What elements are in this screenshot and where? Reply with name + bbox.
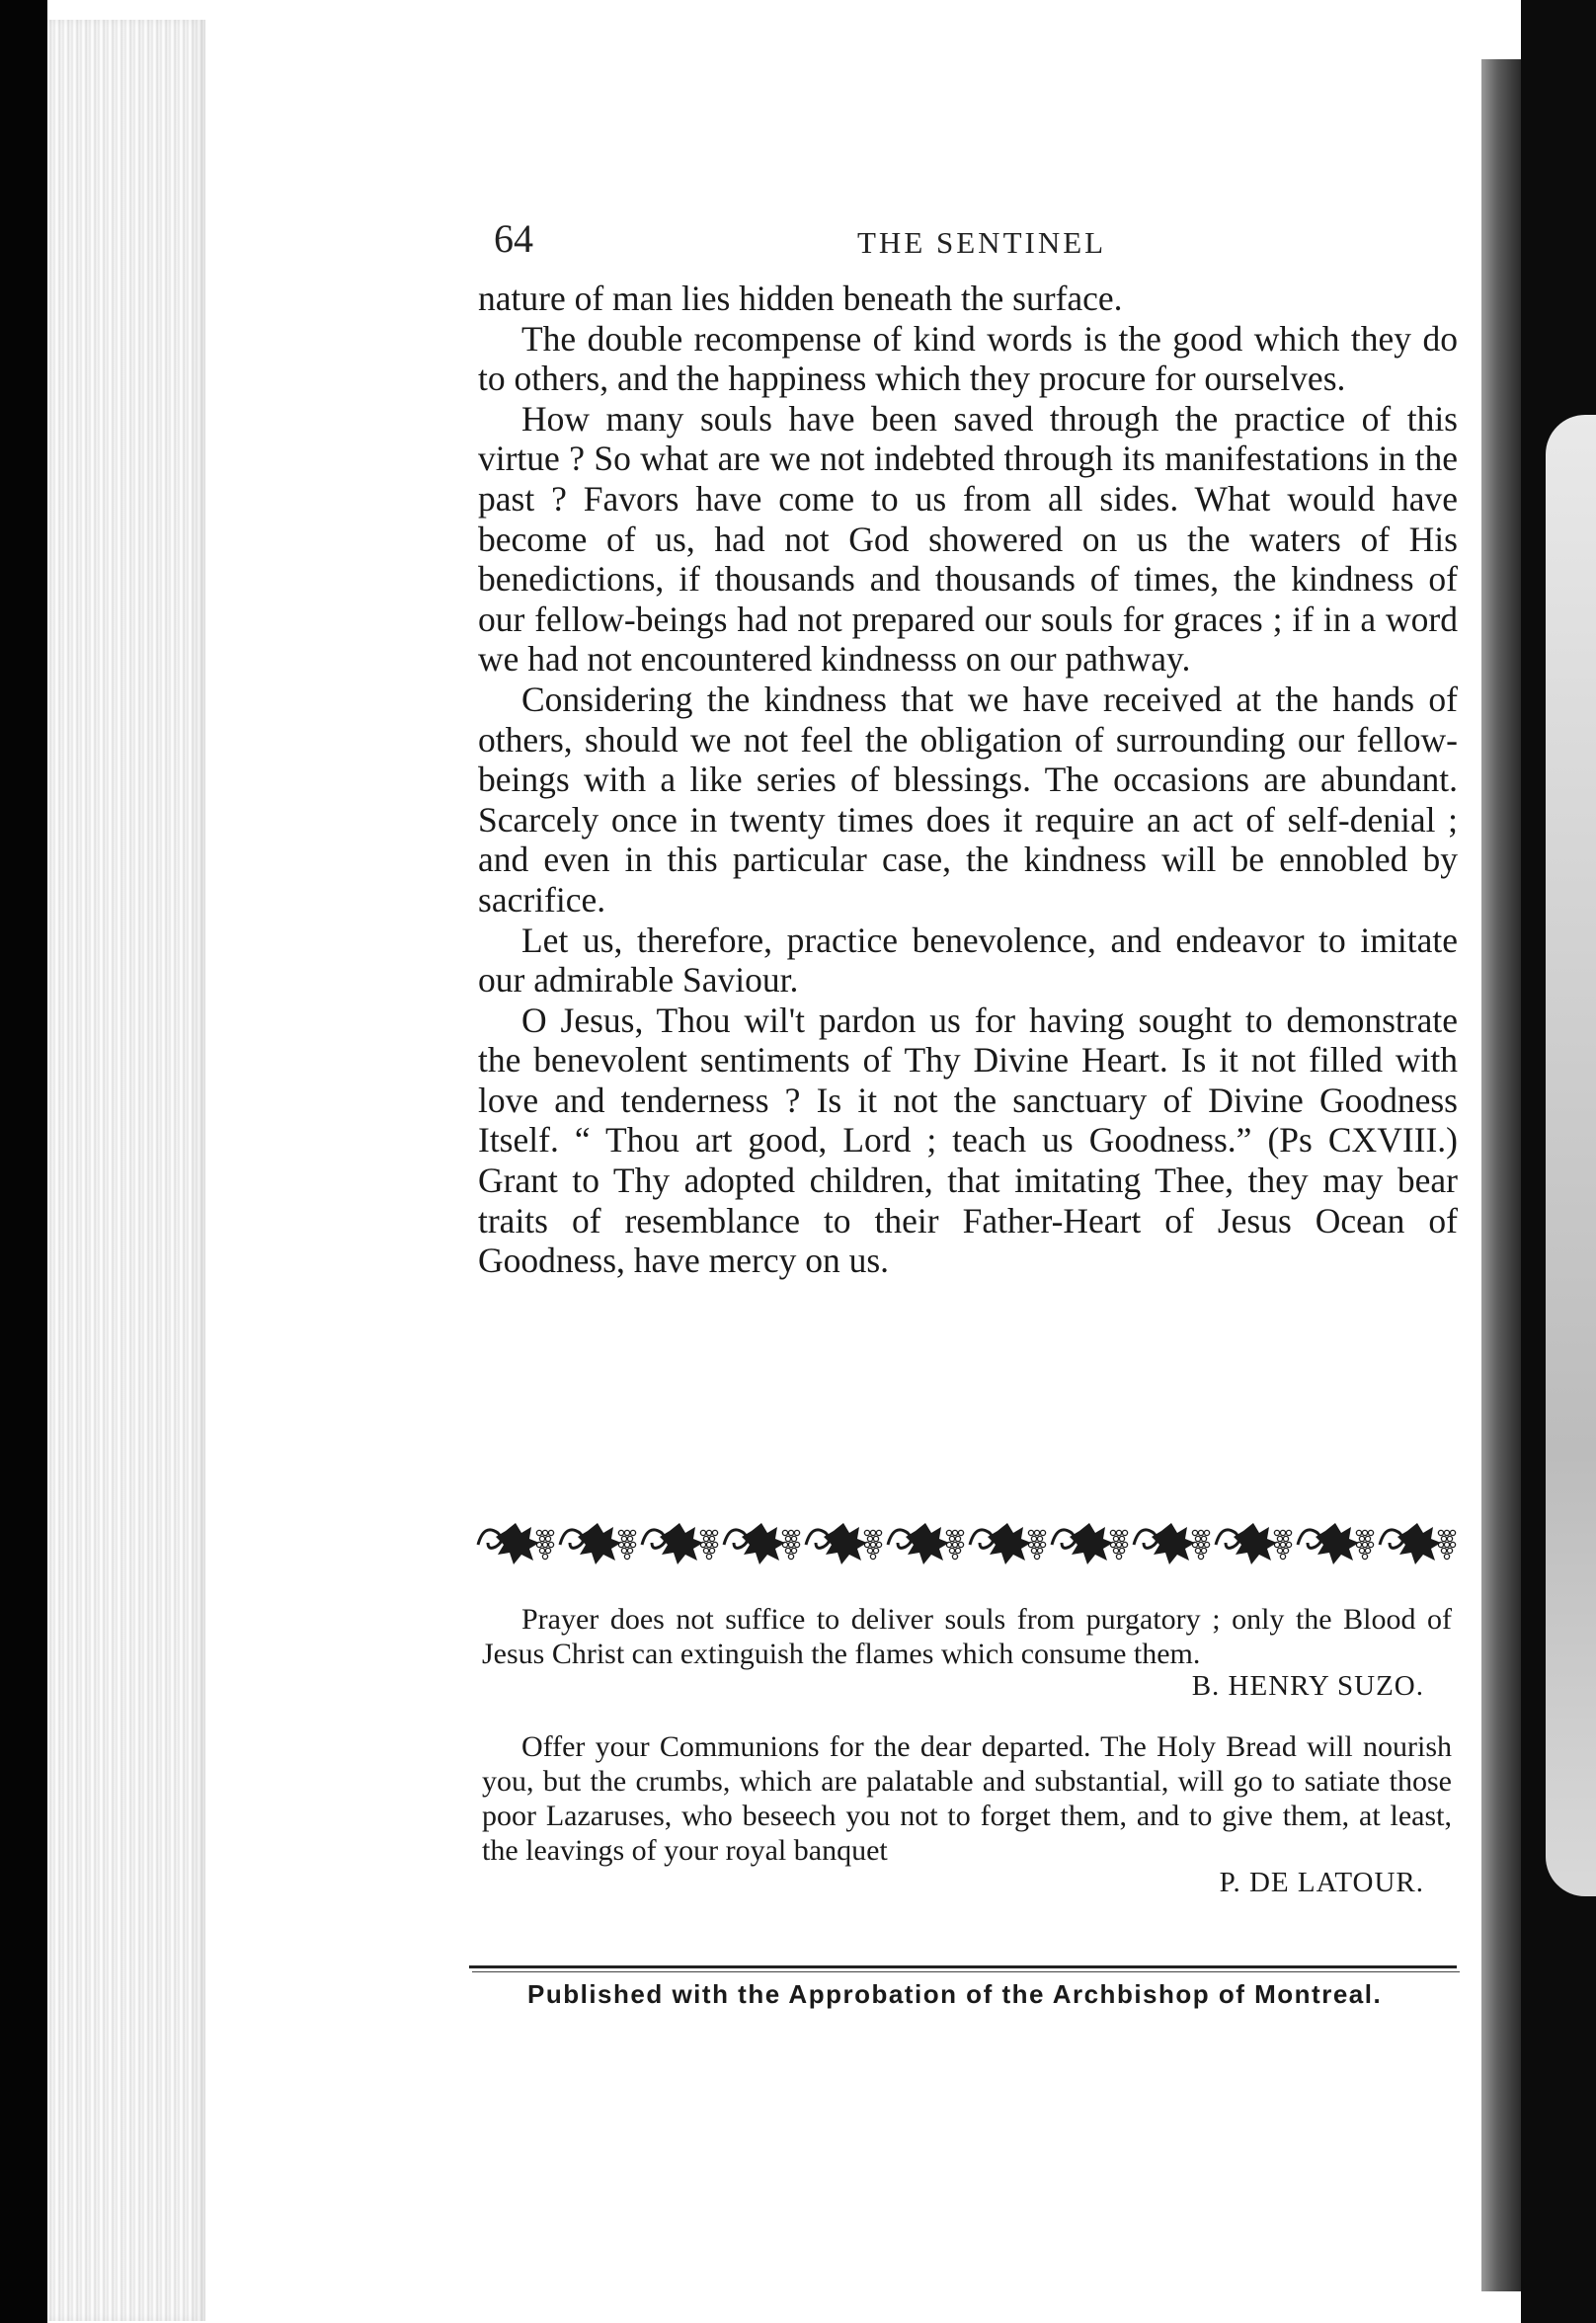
- grape-cluster-icon: [970, 1523, 1046, 1564]
- grape-cluster-icon: [1216, 1523, 1292, 1564]
- notes-section: [482, 1602, 1452, 1900]
- page-fold-shadow: [1481, 59, 1521, 2291]
- paragraph: O Jesus, Thou wil't pardon us for having sought to demonstrate the benevolent sentiments of Thy Divine Heart. Is it not filled with love and tenderness ? Is it not the sanctuary of Divine Goodness Itself. “ Thou art good, Lord ; teach us Goodness.” (Ps CXVIII.) Grant to Thy adopted children, that imitating Thee, they may bear traits of resemblance to their Father-Heart of Jesus Ocean of Goodness, have mercy on us.: [478, 1000, 1458, 1281]
- article-body: [478, 279, 1458, 1281]
- grape-cluster-icon: [1134, 1523, 1210, 1564]
- running-title: THE SENTINEL: [857, 225, 1107, 260]
- grape-vine-ornament-icon: [472, 1511, 1460, 1574]
- scan-margin-left: [0, 0, 47, 2323]
- note-attribution: P. DE LATOUR.: [1219, 1867, 1424, 1898]
- note-text: Offer your Communions for the dear departed. The Holy Bread will nourish you, but the crumbs, which are palatable and substantial, will go to satiate those poor Lazaruses, who beseech you not to forget them, and to give them, at least, the leavings of your royal banquet: [482, 1730, 1452, 1867]
- grape-cluster-icon: [478, 1523, 554, 1564]
- grape-cluster-icon: [806, 1523, 882, 1564]
- grape-cluster-icon: [888, 1523, 964, 1564]
- note-attribution: B. HENRY SUZO.: [1191, 1670, 1424, 1702]
- grape-cluster-icon: [1380, 1523, 1456, 1564]
- paragraph: Considering the kindness that we have received at the hands of others, should we not feel the obligation of surrounding our fellow-beings with a like series of blessings. The occasions are abundant. Scarcely once in twenty times does it require an act of self-denial ; and even in this particular case, the kindness will be ennobled by sacrifice.: [478, 679, 1458, 920]
- facing-page-illustration: [1546, 415, 1596, 1896]
- grape-cluster-icon: [1052, 1523, 1128, 1564]
- note-text: Prayer does not suffice to deliver souls from purgatory ; only the Blood of Jesus Christ can extinguish the flames which consume them.: [482, 1603, 1452, 1670]
- imprimatur-line: Published with the Approbation of the Archbishop of Montreal.: [527, 1979, 1383, 2009]
- book-page-edges: [47, 20, 205, 2321]
- footer-rule: [469, 1965, 1457, 1968]
- footer-rule-thin: [472, 1971, 1460, 1972]
- grape-cluster-icon: [642, 1523, 718, 1564]
- paragraph: The double recompense of kind words is the good which they do to others, and the happiness which they procure for ourselves.: [478, 318, 1458, 399]
- paragraph: nature of man lies hidden beneath the surface.: [478, 279, 1123, 318]
- page-number: 64: [494, 216, 533, 261]
- grape-cluster-icon: [1298, 1523, 1374, 1564]
- page-header: [494, 215, 1462, 275]
- grape-cluster-icon: [724, 1523, 800, 1564]
- paragraph: Let us, therefore, practice benevolence, and endeavor to imitate our admirable Saviour.: [478, 920, 1458, 1001]
- grape-cluster-icon: [560, 1523, 636, 1564]
- paragraph: How many souls have been saved through the practice of this virtue ? So what are we not indebted through its manifestations in the past ? Favors have come to us from all sides. What would have become of us, had not God showered on us the waters of His benedictions, if thousands and thousands of times, the kindness of our fellow-beings had not prepared our souls for graces ; if in a word we had not encountered kindnesss on our pathway.: [478, 398, 1458, 680]
